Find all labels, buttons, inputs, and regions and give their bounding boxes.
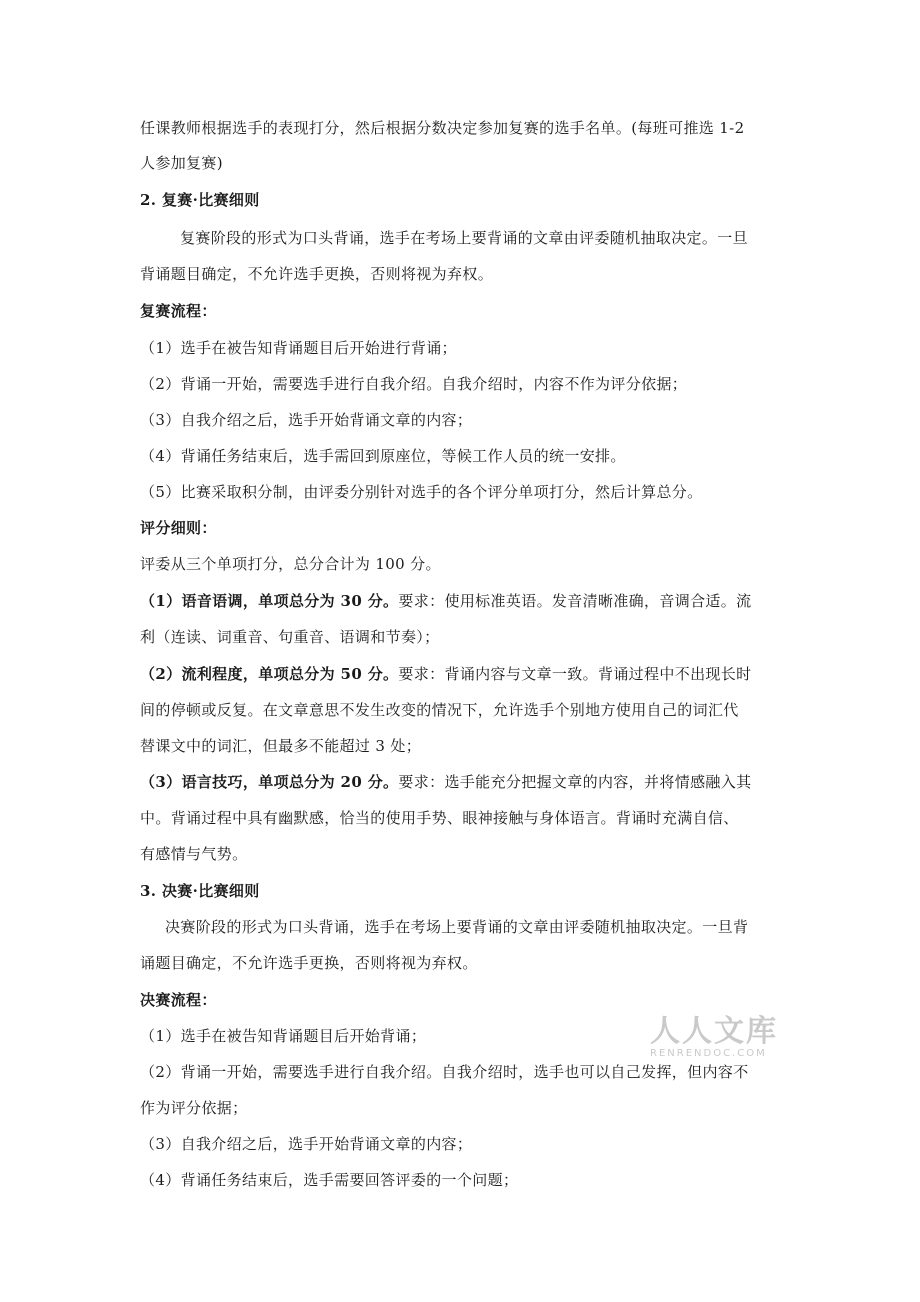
- subheading: 决赛流程：: [140, 991, 217, 1009]
- list-item: （1）选手在被告知背诵题目后开始进行背诵；: [140, 339, 457, 357]
- criterion-title: （1）语音语调，单项总分为 30 分。: [140, 592, 399, 610]
- list-item: （2）背诵一开始，需要选手进行自我介绍。自我介绍时，选手也可以自己发挥，但内容不: [140, 1063, 749, 1081]
- criterion-title: （3）语言技巧，单项总分为 20 分。: [140, 773, 399, 791]
- text-line: 中。背诵过程中具有幽默感，恰当的使用手势、眼神接触与身体语言。背诵时充满自信、: [140, 809, 739, 827]
- watermark-logo: [650, 1015, 780, 1060]
- text-line: 利（连读、词重音、句重音、语调和节奏）；: [140, 628, 440, 646]
- section-heading: 3. 决赛·比赛细则: [140, 882, 260, 900]
- subheading: 评分细则：: [140, 519, 217, 537]
- list-item: （3）自我介绍之后，选手开始背诵文章的内容；: [140, 411, 473, 429]
- list-item: （4）背诵任务结束后，选手需回到原座位，等候工作人员的统一安排。: [140, 447, 626, 465]
- subheading: 复赛流程：: [140, 302, 217, 320]
- list-item: （3）自我介绍之后，选手开始背诵文章的内容；: [140, 1135, 473, 1153]
- criterion-text: 要求：使用标准英语。发音清晰准确，音调合适。流: [398, 592, 752, 610]
- text-line: 评委从三个单项打分，总分合计为 100 分。: [140, 555, 441, 573]
- text-line: 有感情与气势。: [140, 845, 248, 863]
- text-line: 替课文中的词汇，但最多不能超过 3 处；: [140, 737, 422, 755]
- text-line: 决赛阶段的形式为口头背诵，选手在考场上要背诵的文章由评委随机抽取决定。一旦背: [165, 918, 749, 936]
- text-line: 诵题目确定，不允许选手更换，否则将视为弃权。: [140, 954, 478, 972]
- text-line: 间的停顿或反复。在文章意思不发生改变的情况下，允许选手个别地方使用自己的词汇代: [140, 701, 739, 719]
- list-item: （4）背诵任务结束后，选手需要回答评委的一个问题；: [140, 1171, 519, 1189]
- criterion-line: [140, 664, 751, 684]
- text-line: 复赛阶段的形式为口头背诵，选手在考场上要背诵的文章由评委随机抽取决定。一旦: [180, 229, 748, 247]
- text-line: 任课教师根据选手的表现打分，然后根据分数决定参加复赛的选手名单。(每班可推选 1-2: [140, 119, 745, 137]
- criterion-title: （2）流利程度，单项总分为 50 分。: [140, 665, 399, 683]
- text-line: 作为评分依据；: [140, 1099, 248, 1117]
- criterion-text: 要求：背诵内容与文章一致。背诵过程中不出现长时: [398, 665, 752, 683]
- watermark-text: 人人文库: [650, 1014, 778, 1049]
- list-item: （5）比赛采取积分制，由评委分别针对选手的各个评分单项打分，然后计算总分。: [140, 483, 703, 501]
- criterion-line: [140, 591, 751, 611]
- criterion-text: 要求：选手能充分把握文章的内容，并将情感融入其: [398, 773, 752, 791]
- section-heading: 2. 复赛·比赛细则: [140, 191, 260, 209]
- text-line: 人参加复赛): [140, 154, 223, 172]
- criterion-line: [140, 772, 751, 792]
- text-line: 背诵题目确定，不允许选手更换，否则将视为弃权。: [140, 265, 494, 283]
- list-item: （1）选手在被告知背诵题目后开始背诵；: [140, 1027, 427, 1045]
- watermark-url: RENRENDOC.COM: [650, 1048, 767, 1059]
- list-item: （2）背诵一开始，需要选手进行自我介绍。自我介绍时，内容不作为评分依据；: [140, 375, 688, 393]
